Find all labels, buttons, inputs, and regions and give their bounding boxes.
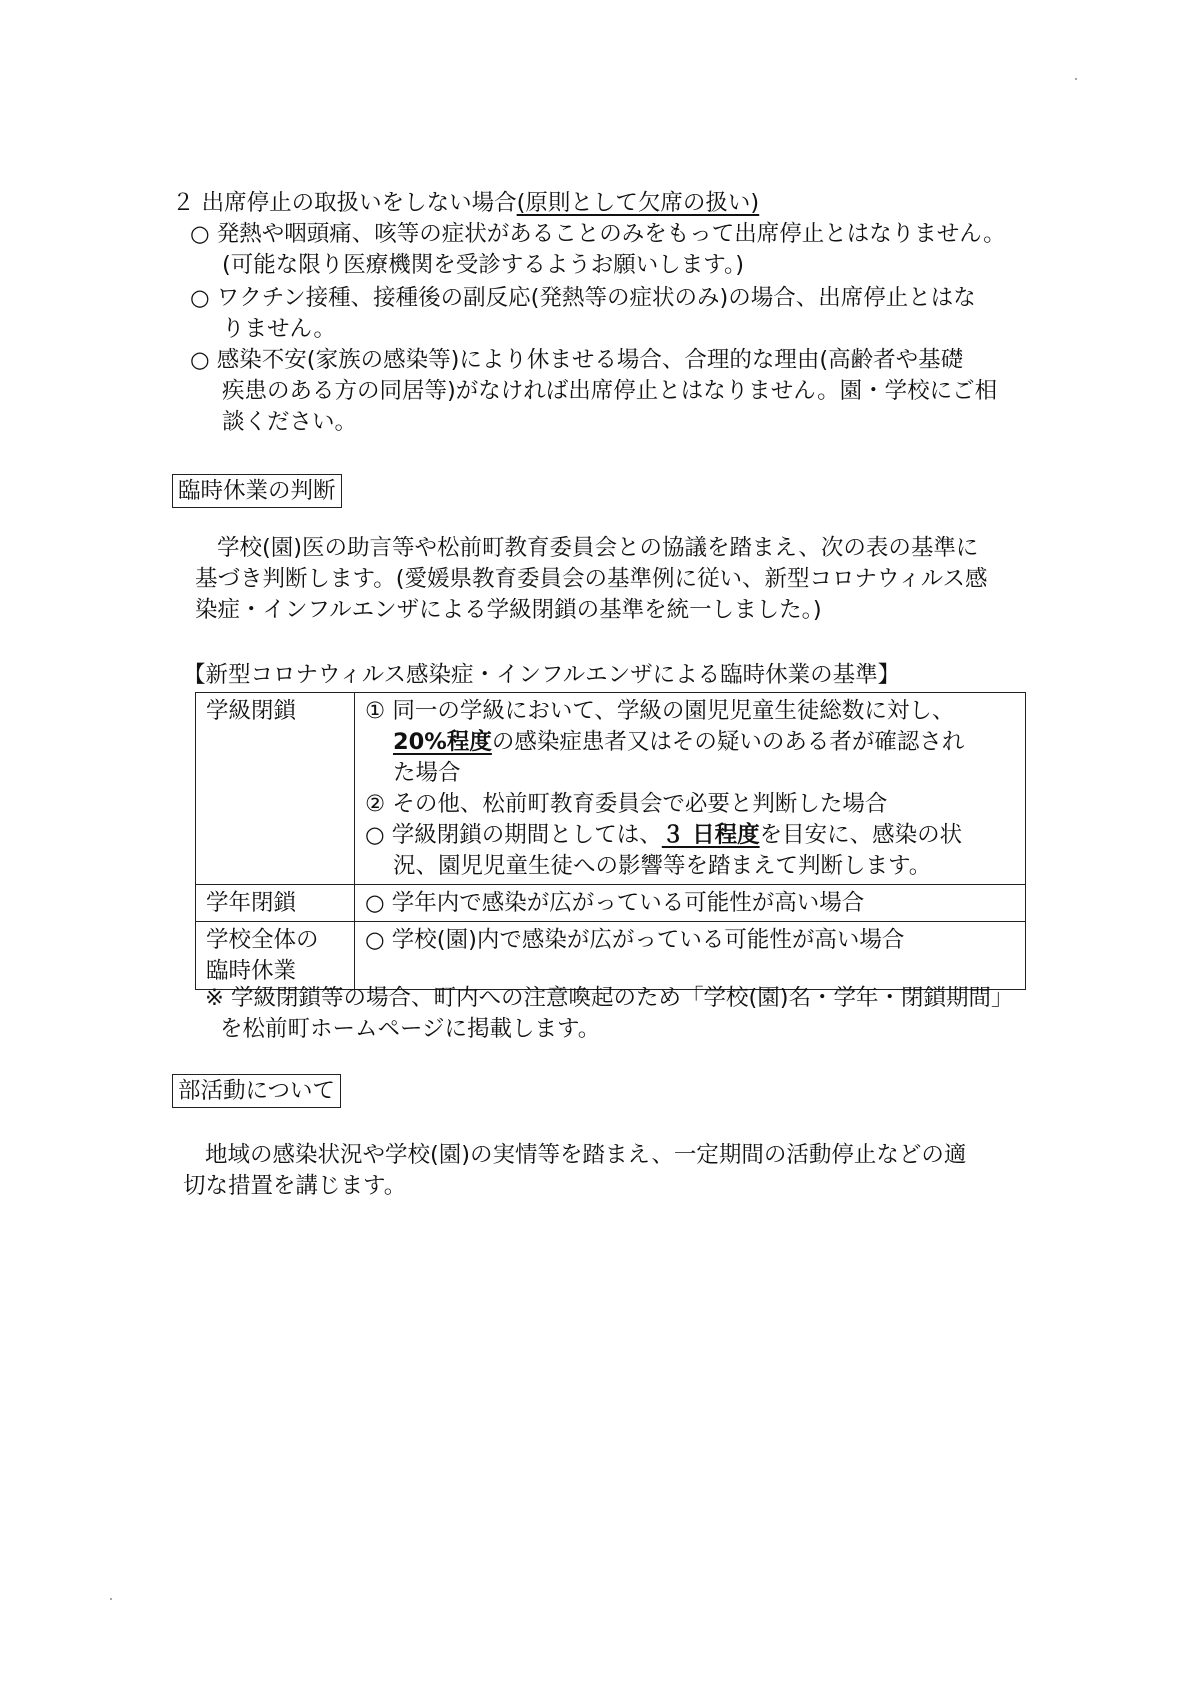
club-section-title: 部活動について: [172, 1074, 341, 1108]
item-line: ○ 発熱や咽頭痛、咳等の症状があることのみをもって出席停止とはなりません。: [190, 221, 1006, 247]
row-head-school-closure: [196, 922, 355, 990]
section-2-heading-text: ２ 出席停止の取扱いをしない場合: [172, 190, 517, 216]
table-row: [196, 885, 1026, 922]
note-line: ※ 学級閉鎖等の場合、町内への注意喚起のため「学校(園)名・学年・閉鎖期間」: [205, 985, 1014, 1011]
section-2-item-2: [190, 283, 976, 345]
item-line: ○ 感染不安(家族の感染等)により休ませる場合、合理的な理由(高齢者や基礎: [190, 347, 964, 373]
scan-speck: [1075, 78, 1077, 80]
criteria-table-title: 【新型コロナウィルス感染症・インフルエンザによる臨時休業の基準】: [183, 662, 901, 688]
cell-line: [365, 727, 1017, 758]
note-line: を松前町ホームページに掲載します。: [220, 1016, 601, 1042]
section-2-heading-note: (原則として欠席の扱い): [516, 190, 760, 216]
row-head-grade-closure: 学年閉鎖: [196, 885, 355, 922]
item-line: 疾患のある方の同居等)がなければ出席停止とはなりません。園・学校にご相: [222, 378, 998, 404]
paragraph-line: 切な措置を講じます。: [183, 1173, 407, 1199]
section-2-item-3: [190, 345, 997, 438]
section-2-heading: [172, 188, 759, 219]
scan-speck: [110, 1598, 112, 1600]
item-line: りません。: [222, 316, 336, 342]
cell-line: [365, 820, 1017, 851]
paragraph-line: 基づき判断します。(愛媛県教育委員会の基準例に従い、新型コロナウィルス感: [195, 566, 988, 592]
item-line: 談ください。: [222, 409, 358, 435]
cell-line: 況、園児児童生徒への影響等を踏まえて判断します。: [393, 853, 932, 879]
cell-line: ② その他、松前町教育委員会で必要と判断した場合: [365, 791, 888, 817]
cell-text: ○ 学級閉鎖の期間としては、: [365, 822, 662, 848]
cell-text: の感染症患者又はその疑いのある者が確認され: [491, 729, 965, 755]
row-body-school-closure: [355, 922, 1026, 990]
threshold-percent: 20%程度: [393, 729, 492, 755]
cell-line: ○ 学年内で感染が広がっている可能性が高い場合: [365, 890, 865, 916]
item-line: (可能な限り医療機関を受診するようお願いします。): [222, 252, 745, 278]
paragraph-line: 染症・インフルエンザによる学級閉鎖の基準を統一しました。): [195, 597, 822, 623]
cell-line: ① 同一の学級において、学級の園児児童生徒総数に対し、: [365, 698, 955, 724]
item-line: ○ ワクチン接種、接種後の副反応(発熱等の症状のみ)の場合、出席停止とはな: [190, 285, 976, 311]
table-row: [196, 922, 1026, 990]
cell-line: ○ 学校(園)内で感染が広がっている可能性が高い場合: [365, 927, 905, 953]
closure-paragraph: [195, 533, 987, 626]
cell-line: 臨時休業: [206, 958, 297, 984]
paragraph-line: 地域の感染状況や学校(園)の実情等を踏まえ、一定期間の活動停止などの適: [205, 1142, 967, 1168]
row-head-class-closure: 学級閉鎖: [196, 693, 355, 885]
club-paragraph: [183, 1140, 966, 1202]
cell-line: 学校全体の: [206, 927, 319, 953]
closure-section-title: 臨時休業の判断: [172, 474, 342, 508]
closure-duration: ３ 日程度: [661, 822, 760, 848]
cell-text: を目安に、感染の状: [759, 822, 963, 848]
criteria-table: [195, 692, 1026, 990]
row-body-class-closure: [355, 693, 1026, 885]
paragraph-line: 学校(園)医の助言等や松前町教育委員会との協議を踏まえ、次の表の基準に: [217, 535, 979, 561]
row-body-grade-closure: [355, 885, 1026, 922]
closure-note: [205, 983, 1014, 1045]
cell-line: た場合: [393, 760, 461, 786]
table-row: [196, 693, 1026, 885]
section-2-item-1: [190, 219, 1006, 281]
